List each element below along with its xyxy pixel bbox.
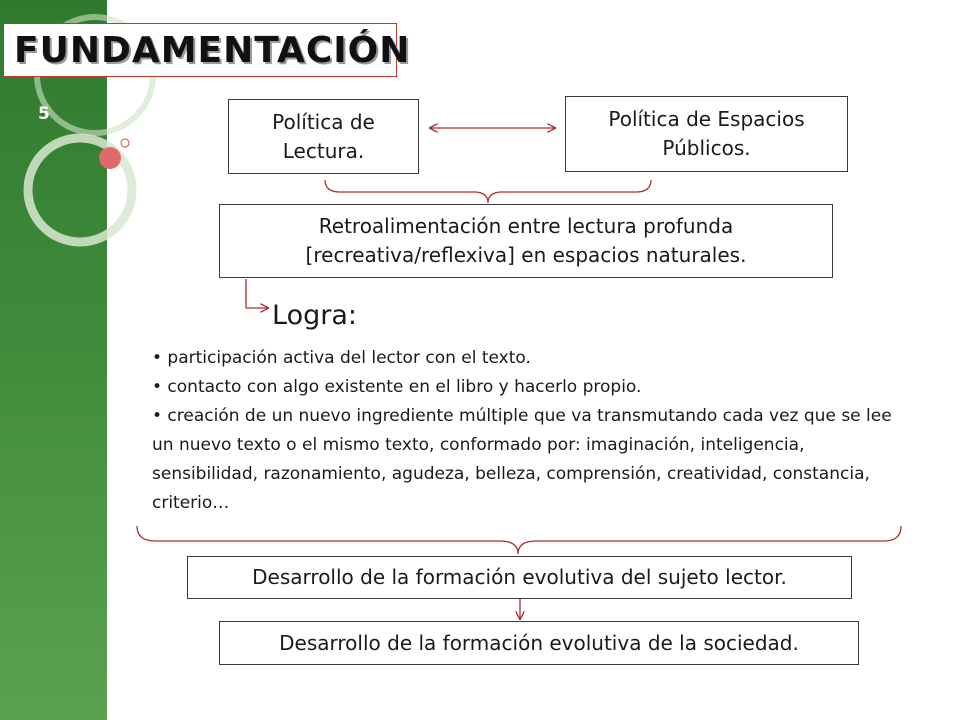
desarrollo-sociedad-box: Desarrollo de la formación evolutiva de la sociedad. <box>219 621 859 665</box>
desarrollo-sujeto-box: Desarrollo de la formación evolutiva del sujeto lector. <box>187 556 852 599</box>
retroalimentacion-box: Retroalimentación entre lectura profunda [recreativa/reflexiva] en espacios naturales. <box>219 204 833 278</box>
elbow-arrow-icon <box>246 279 268 308</box>
page-title: FUNDAMENTACIÓN <box>14 30 411 71</box>
bullet-list <box>152 344 912 518</box>
list-item: • participación activa del lector con el texto. <box>152 348 531 368</box>
slide-number: 5 <box>38 104 50 124</box>
politica-lectura-box: Política de Lectura. <box>228 99 419 174</box>
bottom-brace <box>137 526 901 554</box>
list-item: • contacto con algo existente en el libro y hacerlo propio. <box>152 377 642 397</box>
logra-label: Logra: <box>272 300 357 331</box>
top-brace <box>325 180 651 203</box>
list-item: • creación de un nuevo ingrediente múltiple que va transmutando cada vez que se lee un nuevo texto o el mismo texto, conformado por: imaginación, inteligencia, sensibilidad, razonamiento, agudeza, belleza, comprensión, creatividad, constancia, criterio… <box>152 406 892 513</box>
politica-espacios-box: Política de Espacios Públicos. <box>565 96 848 172</box>
